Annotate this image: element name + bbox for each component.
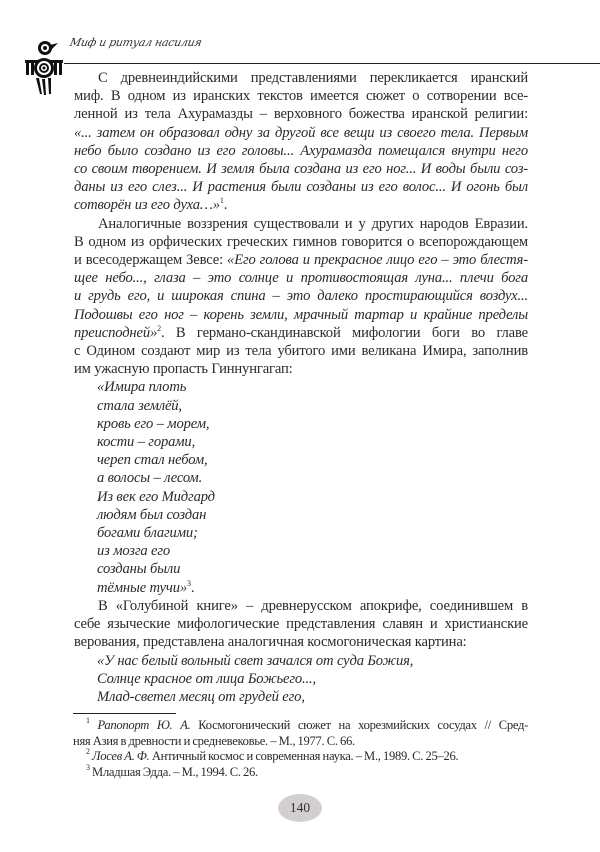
footnote-line	[73, 762, 528, 781]
text-line	[74, 178, 528, 196]
text-run: людям был создан	[97, 506, 207, 523]
text-run: верования, представлена аналогичная космогоническая картина:	[74, 634, 467, 651]
text-run: кровь его – морем,	[97, 415, 210, 432]
text-line	[74, 215, 528, 233]
text-run: Млад-светел месяц от грудей его,	[97, 688, 305, 705]
text-run: Младшая Эдда. – М., 1994. С. 26.	[89, 764, 258, 779]
verse-line	[74, 688, 528, 706]
text-run: сотворён из его духа…»	[74, 197, 220, 214]
text-run: с Одином создают мир из тела убитого ими великана Имира, заполнив	[74, 343, 528, 360]
text-line	[74, 233, 528, 251]
footnote	[73, 762, 528, 781]
text-run: череп стал небом,	[97, 452, 208, 469]
footnote	[73, 749, 528, 765]
text-run: и грудь его, и широкая спина – это далеко простирающийся воздух...	[74, 288, 528, 305]
text-run: и всесодержащем Зевсе:	[74, 252, 228, 269]
text-run: созданы были	[97, 561, 181, 578]
text-run: стала землёй,	[97, 397, 182, 414]
text-line	[74, 324, 528, 342]
text-run: В одном из орфических греческих гимнов говорится о всепорождающем	[74, 233, 528, 250]
text-line	[74, 597, 528, 615]
paragraph	[74, 597, 528, 652]
verse-line	[74, 560, 528, 578]
text-run: .	[190, 579, 195, 596]
text-line	[74, 196, 528, 214]
paragraph	[74, 69, 528, 215]
footnote-line	[73, 749, 528, 765]
verse-line	[74, 506, 528, 524]
text-run: Подошвы его ног – корень земли, мрачный тартар и крайние пределы	[74, 306, 528, 323]
text-run: миф. В одном из иранских текстов имеется сюжет о сотворении все-	[74, 88, 528, 105]
text-run: «У нас белый вольный свет зачался от суда Божия,	[97, 652, 414, 669]
text-run: Космогонический сюжет на хорезмийских сосудах // Сред-	[190, 718, 528, 732]
text-line	[74, 269, 528, 287]
bird-ornament-icon	[24, 38, 64, 96]
text-line	[74, 360, 528, 378]
text-line	[74, 142, 528, 160]
verse-line	[74, 378, 528, 396]
text-run: преисподней»	[74, 324, 158, 341]
text-run: кости – горами,	[97, 434, 196, 451]
text-run: . В германо-скандинавской мифологии боги во главе	[161, 324, 528, 341]
footnote-ref: 2	[86, 747, 90, 756]
verse-line	[74, 579, 528, 597]
footnotes	[73, 718, 528, 780]
text-run: тёмные тучи»	[97, 579, 187, 596]
text-run: В «Голубиной книге» – древнерусском апокрифе, соединившем в	[98, 597, 528, 614]
text-run: им ужасную пропасть Гиннунгагап:	[74, 361, 293, 378]
text-run: Античный космос и современная наука. – М., 1989. С. 25–26.	[149, 749, 459, 763]
text-run: себе языческие мифологические представления славян и христианские	[74, 616, 528, 633]
text-line	[74, 615, 528, 633]
footnote-ref: 1	[86, 716, 90, 725]
footnote-ref: 2	[157, 323, 161, 333]
text-run: «Имира плоть	[97, 379, 187, 396]
text-run: из мозга его	[97, 543, 171, 560]
footnote-line	[73, 718, 528, 734]
verse-line	[74, 433, 528, 451]
footnote	[73, 718, 528, 749]
text-run: «... затем он образовал одну за другой все вещи из своего тела. Первым	[74, 124, 528, 141]
text-run: Аналогичные воззрения существовали и у других народов Евразии.	[98, 215, 528, 232]
text-run: со своим творением. И земля была создана из его ног... И воды были соз-	[74, 161, 528, 178]
text-run: Из век его Мидгард	[97, 488, 215, 505]
text-run: Солнце красное от лица Божьего...,	[97, 670, 317, 687]
verse-line	[74, 488, 528, 506]
header-rule	[64, 63, 600, 64]
footnote-ref: 3	[187, 578, 191, 588]
verse-line	[74, 451, 528, 469]
text-run: ленной из тела Ахурамазды – верховного божества иранской религии:	[74, 106, 528, 123]
text-run: богами благими;	[97, 525, 198, 542]
text-run: а волосы – лесом.	[97, 470, 203, 487]
text-line	[74, 105, 528, 123]
text-line	[74, 287, 528, 305]
text-line	[74, 306, 528, 324]
verse-line	[74, 652, 528, 670]
text-run: даны из его слез... И растения были созданы из его волос... И огонь был	[74, 179, 528, 196]
text-run: С древнеиндийскими представлениями перекликается иранский	[98, 70, 528, 86]
verse-quote	[74, 652, 528, 707]
text-run: няя Азия в древности и средневековье. – М., 1977. С. 66.	[73, 733, 355, 748]
verse-line	[74, 524, 528, 542]
text-line	[74, 69, 528, 87]
text-line	[74, 87, 528, 105]
verse-line	[74, 397, 528, 415]
footnote-line	[73, 734, 528, 750]
text-line	[74, 633, 528, 651]
text-line	[74, 160, 528, 178]
text-line	[74, 342, 528, 360]
footnote-ref: 3	[86, 762, 90, 772]
page-number: 140	[278, 794, 322, 822]
footnote-ref: 1	[219, 196, 224, 206]
text-run: Рапопорт Ю. А.	[89, 718, 191, 732]
verse-line	[74, 415, 528, 433]
verse-line	[74, 542, 528, 560]
text-run: небо было создано из его головы... Ахурамазда помещался внутри него	[74, 142, 528, 159]
running-title: Миф и ритуал насилия	[68, 36, 203, 49]
page-body	[74, 69, 528, 706]
text-run: Лосев А. Ф.	[89, 749, 150, 763]
text-line	[74, 124, 528, 142]
text-run: щее небо..., глаза – это солнце и противостоящая луна... плечи бога	[74, 270, 528, 287]
text-run: «Его голова и прекрасное лицо его – это блестя-	[227, 252, 529, 269]
verse-line	[74, 670, 528, 688]
verse-line	[74, 469, 528, 487]
footnote-separator	[73, 713, 176, 714]
verse-quote	[74, 378, 528, 596]
paragraph	[74, 215, 528, 379]
text-run: .	[223, 197, 228, 214]
text-line	[74, 251, 528, 269]
